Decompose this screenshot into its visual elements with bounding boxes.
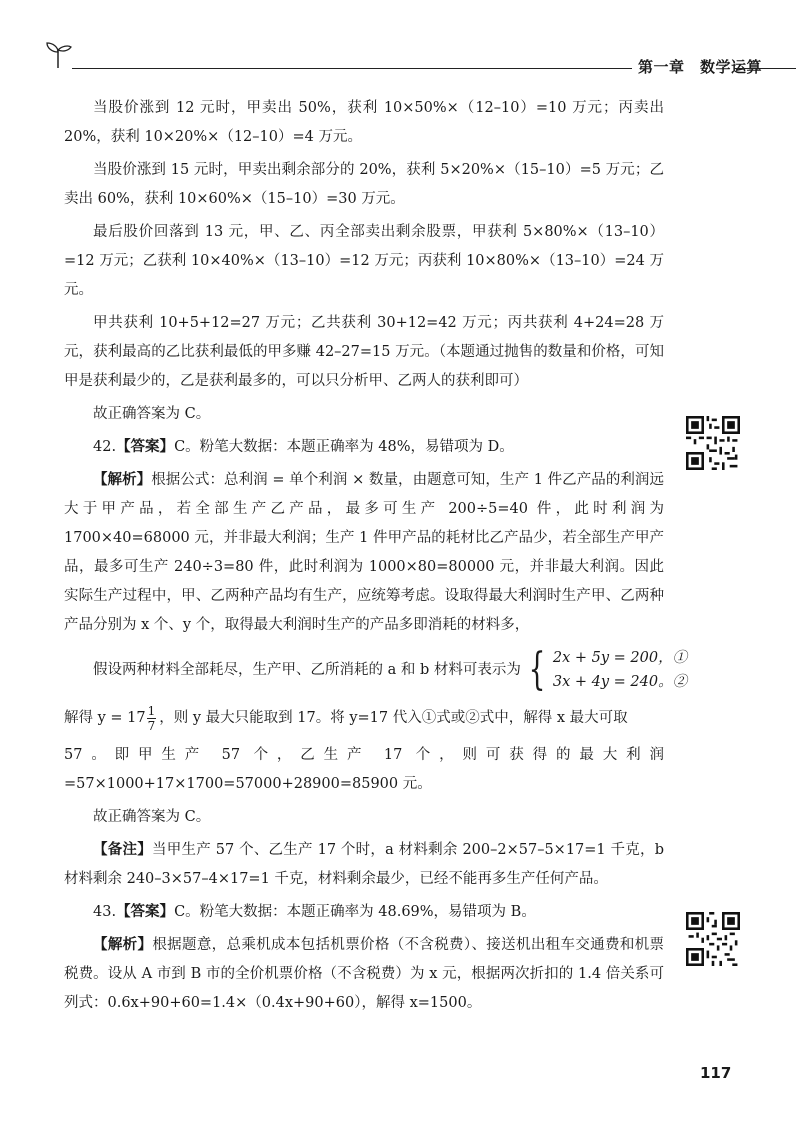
answer-tag: 【答案】 xyxy=(116,439,175,455)
solution-line xyxy=(64,704,664,733)
answer-line: 故正确答案为 C。 xyxy=(93,406,211,422)
chapter-title: 第一章 数学运算 xyxy=(638,58,763,76)
brace: { xyxy=(528,644,546,695)
solution-prefix: 解得 y = 17 xyxy=(64,710,146,726)
header-rule xyxy=(72,68,632,69)
analysis-tag: 【解析】 xyxy=(93,472,152,488)
answer-text: C。粉笔大数据：本题正确率为 48.69%，易错项为 B。 xyxy=(174,904,536,920)
paragraph: 最后股价回落到 13 元，甲、乙、丙全部卖出剩余股票，甲获利 5×80%×（13–10）=12 万元；乙获利 10×40%×（13–10）=12 万元；丙获利 10×80%×（13–10）=24 万元。 xyxy=(64,224,664,298)
question-42-answer xyxy=(64,433,664,462)
analysis-text: 根据题意，总乘机成本包括机票价格（不含税费）、接送机出租车交通费和机票税费。设从 A 市到 B 市的全价机票价格（不含税费）为 x 元，根据两次折扣的 1.4 倍关系可列式：0.6x+90+60=1.4×（0.4x+90+60），解得 x=1500。 xyxy=(64,937,664,1011)
paragraph: 当股价涨到 15 元时，甲卖出剩余部分的 20%，获利 5×20%×（15–10）=5 万元；乙卖出 60%，获利 10×60%×（15–10）=30 万元。 xyxy=(64,162,664,207)
analysis-tag: 【解析】 xyxy=(93,937,153,953)
equation-1: 2x + 5y = 200，① xyxy=(552,650,688,666)
equation-lines xyxy=(553,646,687,694)
question-number: 43. xyxy=(93,904,117,920)
page-header xyxy=(44,38,764,78)
fraction-numerator: 1 xyxy=(147,704,156,718)
qr-code-icon[interactable] xyxy=(686,416,740,470)
paragraph: 甲共获利 10+5+12=27 万元；乙共获利 30+12=42 万元；丙共获利 4+24=28 万元，获利最高的乙比获利最低的甲多赚 42–27=15 万元。（本题通过抛售的数量和价格，可知甲是获利最少的，乙是获利最多的，可以只分析甲、乙两人的获利即可） xyxy=(64,315,664,389)
paragraph: 57。即甲生产 57 个，乙生产 17 个，则可获得的最大利润 =57×1000+17×1700=57000+28900=85900 元。 xyxy=(64,747,664,792)
equation-2: 3x + 4y = 240。② xyxy=(552,674,688,690)
sprout-icon xyxy=(44,38,74,70)
question-43-answer xyxy=(64,898,664,927)
note xyxy=(64,836,664,894)
fraction-denominator: 7 xyxy=(147,719,156,733)
solution-suffix: ，则 y 最大只能取到 17。将 y=17 代入①式或②式中，解得 x 最大可取 xyxy=(159,710,628,726)
qr-code-icon[interactable] xyxy=(686,912,740,966)
header-rule-right xyxy=(734,68,796,69)
question-number: 42. xyxy=(93,439,117,455)
page-body xyxy=(64,94,688,1022)
answer-text: C。粉笔大数据：本题正确率为 48%，易错项为 D。 xyxy=(174,439,514,455)
answer-tag: 【答案】 xyxy=(116,904,175,920)
question-42-analysis xyxy=(64,466,664,640)
equation-system xyxy=(64,644,688,695)
equation-lead: 假设两种材料全部耗尽，生产甲、乙所消耗的 a 和 b 材料可表示为 xyxy=(93,661,521,678)
fraction xyxy=(147,704,157,733)
question-43-analysis xyxy=(64,931,664,1018)
note-text: 当甲生产 57 个、乙生产 17 个时，a 材料剩余 200–2×57–5×17=1 千克，b 材料剩余 240–3×57–4×17=1 千克，材料剩余最少，已经不能再多生产任何产品。 xyxy=(64,842,665,887)
note-tag: 【备注】 xyxy=(93,842,152,858)
paragraph: 当股价涨到 12 元时，甲卖出 50%，获利 10×50%×（12–10）=10 万元；丙卖出20%，获利 10×20%×（12–10）=4 万元。 xyxy=(64,100,664,145)
page-number: 117 xyxy=(700,1064,732,1082)
analysis-text: 根据公式：总利润 = 单个利润 × 数量，由题意可知，生产 1 件乙产品的利润远大于甲产品，若全部生产乙产品，最多可生产 200÷5=40 件，此时利润为 1700×40=68000 元，并非最大利润；生产 1 件甲产品的耗材比乙产品少，若全部生产甲产品，最多可生产 240÷3=80 件，此时利润为 1000×80=80000 元，并非最大利润。因此实际生产过程中，甲、乙两种产品均有生产，应统筹考虑。设取得最大利润时生产甲、乙两种产品分别为 x 个、y 个，取得最大利润时生产的产品多即消耗的材料多， xyxy=(64,472,664,633)
answer-line: 故正确答案为 C。 xyxy=(93,809,211,825)
